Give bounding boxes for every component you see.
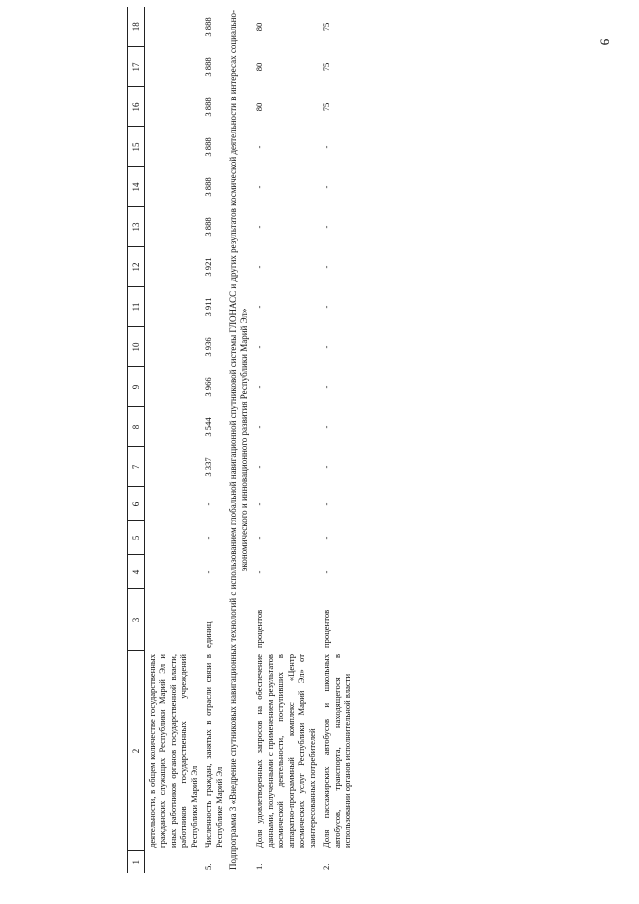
indicator-name: деятельности, в общем количестве государственных гражданских служащих Республики Марий Эл и иных работников органов государственной власти, работников государственных учреждений Республики Марий Эл bbox=[147, 654, 199, 848]
value-cell: - bbox=[321, 145, 332, 149]
value-cell bbox=[145, 407, 202, 447]
header-cell: 2 bbox=[128, 651, 145, 851]
value-cell: 3 888 bbox=[203, 57, 214, 77]
value-cell: - bbox=[203, 536, 214, 540]
value-cell: - bbox=[321, 225, 332, 229]
table-row bbox=[319, 7, 354, 873]
value-cell: - bbox=[254, 502, 265, 506]
value-cell: 3 888 bbox=[203, 177, 214, 197]
header-cell: 11 bbox=[128, 287, 145, 327]
value-cell: - bbox=[254, 425, 265, 429]
value-cell bbox=[145, 367, 202, 407]
value-cell bbox=[145, 327, 202, 367]
value-cell: - bbox=[321, 465, 332, 469]
header-cell: 8 bbox=[128, 407, 145, 447]
value-cell: - bbox=[203, 502, 214, 506]
header-cell: 7 bbox=[128, 447, 145, 487]
value-cell: - bbox=[254, 305, 265, 309]
value-cell bbox=[145, 555, 202, 589]
value-cell bbox=[145, 447, 202, 487]
header-cell: 1 bbox=[128, 851, 145, 873]
value-cell: 75 bbox=[321, 102, 332, 112]
value-cell bbox=[145, 487, 202, 521]
value-cell: - bbox=[321, 425, 332, 429]
value-cell bbox=[145, 287, 202, 327]
value-cell: - bbox=[254, 145, 265, 149]
value-cell bbox=[145, 207, 202, 247]
indicator-unit: процентов bbox=[321, 609, 332, 648]
rotated-table-container bbox=[127, 10, 639, 873]
header-cell: 10 bbox=[128, 327, 145, 367]
value-cell bbox=[145, 521, 202, 555]
value-cell bbox=[145, 127, 202, 167]
value-cell: 3 911 bbox=[203, 297, 214, 317]
header-cell: 13 bbox=[128, 207, 145, 247]
value-cell: 3 888 bbox=[203, 97, 214, 117]
value-cell: - bbox=[254, 385, 265, 389]
subprogram-title: Подпрограмма 3 «Внедрение спутниковых навигационных технологий с использованием глобальной навигационной спутниковой системы ГЛОНАСС и других результатов космической деятельности в интересах социально-экономического и инновационного развития Республики Марий Эл» bbox=[228, 10, 250, 870]
value-cell: 3 936 bbox=[203, 337, 214, 357]
header-cell: 15 bbox=[128, 127, 145, 167]
header-cell: 18 bbox=[128, 7, 145, 47]
value-cell: 3 966 bbox=[203, 377, 214, 397]
value-cell: 3 921 bbox=[203, 257, 214, 277]
value-cell: 3 544 bbox=[203, 417, 214, 437]
value-cell: 80 bbox=[254, 22, 265, 32]
value-cell: - bbox=[321, 265, 332, 269]
value-cell: - bbox=[254, 465, 265, 469]
row-number: 1. bbox=[254, 863, 265, 870]
value-cell: - bbox=[321, 385, 332, 389]
table-row bbox=[145, 7, 202, 873]
row-number: 5. bbox=[203, 863, 214, 870]
value-cell: 3 337 bbox=[203, 457, 214, 477]
indicator-unit: процентов bbox=[254, 609, 265, 648]
header-cell: 6 bbox=[128, 487, 145, 521]
indicator-unit: единиц bbox=[203, 621, 214, 648]
row-number bbox=[145, 851, 202, 873]
value-cell: - bbox=[321, 570, 332, 574]
value-cell: - bbox=[321, 345, 332, 349]
header-row bbox=[128, 7, 145, 873]
value-cell: - bbox=[321, 502, 332, 506]
value-cell: - bbox=[254, 265, 265, 269]
indicator-name: Численность граждан, занятых в отрасли связи в Республике Марий Эл bbox=[203, 654, 224, 848]
value-cell: 75 bbox=[321, 22, 332, 32]
value-cell: 80 bbox=[254, 102, 265, 112]
value-cell: 3 888 bbox=[203, 217, 214, 237]
header-cell: 14 bbox=[128, 167, 145, 207]
indicator-name: Доля пассажирских автобусов и школьных автобусов, транспорта, находящегося в использовании органов исполнительной власти bbox=[321, 654, 353, 848]
value-cell: - bbox=[254, 345, 265, 349]
table-row bbox=[252, 7, 319, 873]
row-number: 2. bbox=[321, 863, 332, 870]
value-cell: - bbox=[321, 536, 332, 540]
header-cell: 16 bbox=[128, 87, 145, 127]
value-cell: - bbox=[254, 570, 265, 574]
value-cell: 3 888 bbox=[203, 17, 214, 37]
header-cell: 12 bbox=[128, 247, 145, 287]
value-cell bbox=[145, 47, 202, 87]
value-cell bbox=[145, 7, 202, 47]
value-cell: - bbox=[203, 570, 214, 574]
header-cell: 4 bbox=[128, 555, 145, 589]
value-cell bbox=[145, 167, 202, 207]
indicator-unit bbox=[145, 589, 202, 651]
value-cell: - bbox=[254, 185, 265, 189]
value-cell: 80 bbox=[254, 62, 265, 72]
header-cell: 5 bbox=[128, 521, 145, 555]
header-cell: 9 bbox=[128, 367, 145, 407]
value-cell: - bbox=[254, 225, 265, 229]
value-cell: - bbox=[321, 305, 332, 309]
value-cell: 3 888 bbox=[203, 137, 214, 157]
table-row bbox=[201, 7, 226, 873]
header-cell: 3 bbox=[128, 589, 145, 651]
value-cell bbox=[145, 87, 202, 127]
page-number: 9 bbox=[597, 38, 613, 46]
header-cell: 17 bbox=[128, 47, 145, 87]
indicator-name: Доля удовлетворенных запросов на обеспечение данными, полученными с применением результатов космической деятельности, поступивших в аппаратно-программный комплекс «Центр космических услуг Республики Марий Эл» от заинтересованных потребителей bbox=[254, 654, 317, 848]
indicators-table bbox=[127, 7, 355, 873]
subprogram-row bbox=[226, 7, 252, 873]
value-cell: - bbox=[321, 185, 332, 189]
value-cell bbox=[145, 247, 202, 287]
value-cell: - bbox=[254, 536, 265, 540]
value-cell: 75 bbox=[321, 62, 332, 72]
